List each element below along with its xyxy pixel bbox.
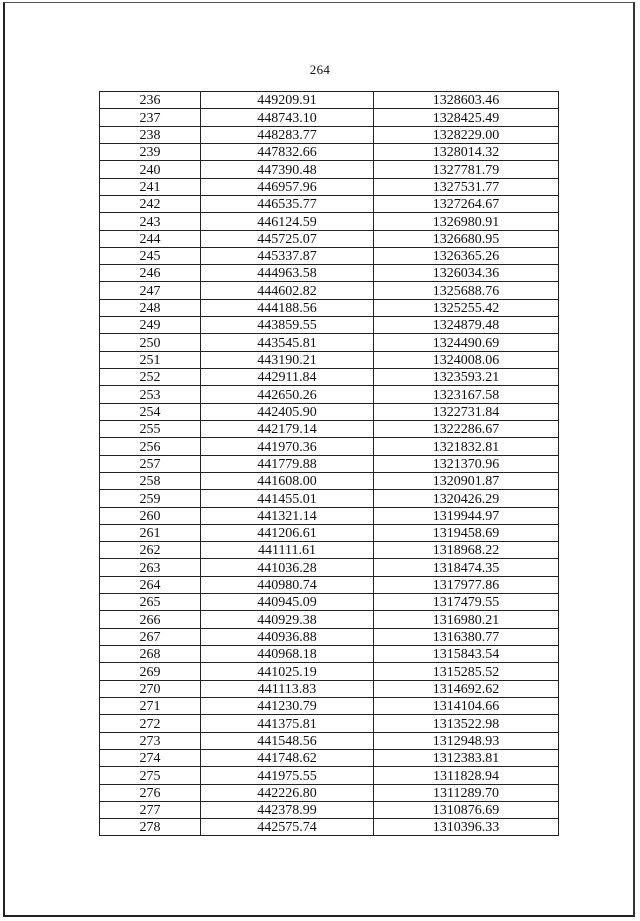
table-row <box>100 178 559 195</box>
table-row <box>100 317 559 334</box>
x-coordinate-cell: 444963.58 <box>201 265 374 282</box>
point-number-cell: 239 <box>100 143 201 160</box>
point-number-cell: 264 <box>100 576 201 593</box>
x-coordinate-cell: 442226.80 <box>201 784 374 801</box>
table-row <box>100 801 559 818</box>
point-number-cell: 256 <box>100 438 201 455</box>
table-row <box>100 697 559 714</box>
point-number-cell: 254 <box>100 403 201 420</box>
x-coordinate-cell: 440980.74 <box>201 576 374 593</box>
x-coordinate-cell: 441748.62 <box>201 749 374 766</box>
point-number-cell: 250 <box>100 334 201 351</box>
y-coordinate-cell: 1325688.76 <box>374 282 559 299</box>
y-coordinate-cell: 1328603.46 <box>374 92 559 109</box>
y-coordinate-cell: 1321370.96 <box>374 455 559 472</box>
y-coordinate-cell: 1326680.95 <box>374 230 559 247</box>
y-coordinate-cell: 1319458.69 <box>374 524 559 541</box>
y-coordinate-cell: 1328229.00 <box>374 126 559 143</box>
table-row <box>100 143 559 160</box>
x-coordinate-cell: 441548.56 <box>201 732 374 749</box>
table-row <box>100 334 559 351</box>
x-coordinate-cell: 442650.26 <box>201 386 374 403</box>
y-coordinate-cell: 1321832.81 <box>374 438 559 455</box>
y-coordinate-cell: 1310396.33 <box>374 819 559 836</box>
x-coordinate-cell: 443190.21 <box>201 351 374 368</box>
y-coordinate-cell: 1319944.97 <box>374 507 559 524</box>
table-row <box>100 472 559 489</box>
point-number-cell: 259 <box>100 490 201 507</box>
table-row <box>100 594 559 611</box>
table-row <box>100 230 559 247</box>
y-coordinate-cell: 1315843.54 <box>374 646 559 663</box>
y-coordinate-cell: 1320901.87 <box>374 472 559 489</box>
point-number-cell: 246 <box>100 265 201 282</box>
point-number-cell: 255 <box>100 420 201 437</box>
y-coordinate-cell: 1322286.67 <box>374 420 559 437</box>
x-coordinate-cell: 440968.18 <box>201 646 374 663</box>
y-coordinate-cell: 1315285.52 <box>374 663 559 680</box>
coordinates-table <box>99 91 559 836</box>
point-number-cell: 258 <box>100 472 201 489</box>
x-coordinate-cell: 442179.14 <box>201 420 374 437</box>
x-coordinate-cell: 441111.61 <box>201 542 374 559</box>
y-coordinate-cell: 1316380.77 <box>374 628 559 645</box>
point-number-cell: 247 <box>100 282 201 299</box>
x-coordinate-cell: 442378.99 <box>201 801 374 818</box>
x-coordinate-cell: 441455.01 <box>201 490 374 507</box>
x-coordinate-cell: 447832.66 <box>201 143 374 160</box>
table-row <box>100 438 559 455</box>
x-coordinate-cell: 441230.79 <box>201 697 374 714</box>
x-coordinate-cell: 441321.14 <box>201 507 374 524</box>
point-number-cell: 278 <box>100 819 201 836</box>
table-row <box>100 715 559 732</box>
y-coordinate-cell: 1327781.79 <box>374 161 559 178</box>
point-number-cell: 249 <box>100 317 201 334</box>
table-row <box>100 282 559 299</box>
point-number-cell: 238 <box>100 126 201 143</box>
x-coordinate-cell: 441113.83 <box>201 680 374 697</box>
point-number-cell: 243 <box>100 213 201 230</box>
x-coordinate-cell: 440929.38 <box>201 611 374 628</box>
table-row <box>100 369 559 386</box>
x-coordinate-cell: 445337.87 <box>201 247 374 264</box>
point-number-cell: 237 <box>100 109 201 126</box>
point-number-cell: 245 <box>100 247 201 264</box>
y-coordinate-cell: 1323167.58 <box>374 386 559 403</box>
point-number-cell: 257 <box>100 455 201 472</box>
y-coordinate-cell: 1327531.77 <box>374 178 559 195</box>
x-coordinate-cell: 445725.07 <box>201 230 374 247</box>
point-number-cell: 269 <box>100 663 201 680</box>
x-coordinate-cell: 442575.74 <box>201 819 374 836</box>
table-row <box>100 628 559 645</box>
y-coordinate-cell: 1312948.93 <box>374 732 559 749</box>
table-row <box>100 455 559 472</box>
table-row <box>100 92 559 109</box>
x-coordinate-cell: 446535.77 <box>201 195 374 212</box>
table-row <box>100 161 559 178</box>
table-row <box>100 109 559 126</box>
y-coordinate-cell: 1326980.91 <box>374 213 559 230</box>
table-row <box>100 732 559 749</box>
x-coordinate-cell: 441975.55 <box>201 767 374 784</box>
table-row <box>100 507 559 524</box>
table-row <box>100 749 559 766</box>
y-coordinate-cell: 1323593.21 <box>374 369 559 386</box>
x-coordinate-cell: 441036.28 <box>201 559 374 576</box>
table-row <box>100 126 559 143</box>
y-coordinate-cell: 1326034.36 <box>374 265 559 282</box>
point-number-cell: 236 <box>100 92 201 109</box>
table-row <box>100 767 559 784</box>
point-number-cell: 274 <box>100 749 201 766</box>
table-row <box>100 680 559 697</box>
y-coordinate-cell: 1317977.86 <box>374 576 559 593</box>
x-coordinate-cell: 441779.88 <box>201 455 374 472</box>
table-row <box>100 819 559 836</box>
x-coordinate-cell: 441970.36 <box>201 438 374 455</box>
y-coordinate-cell: 1318474.35 <box>374 559 559 576</box>
x-coordinate-cell: 441025.19 <box>201 663 374 680</box>
point-number-cell: 244 <box>100 230 201 247</box>
point-number-cell: 265 <box>100 594 201 611</box>
table-row <box>100 576 559 593</box>
point-number-cell: 266 <box>100 611 201 628</box>
table-row <box>100 247 559 264</box>
x-coordinate-cell: 447390.48 <box>201 161 374 178</box>
y-coordinate-cell: 1311289.70 <box>374 784 559 801</box>
y-coordinate-cell: 1311828.94 <box>374 767 559 784</box>
x-coordinate-cell: 442911.84 <box>201 369 374 386</box>
table-row <box>100 784 559 801</box>
y-coordinate-cell: 1314692.62 <box>374 680 559 697</box>
point-number-cell: 268 <box>100 646 201 663</box>
point-number-cell: 267 <box>100 628 201 645</box>
table-row <box>100 542 559 559</box>
point-number-cell: 275 <box>100 767 201 784</box>
y-coordinate-cell: 1313522.98 <box>374 715 559 732</box>
x-coordinate-cell: 444188.56 <box>201 299 374 316</box>
table-row <box>100 403 559 420</box>
table-row <box>100 299 559 316</box>
point-number-cell: 251 <box>100 351 201 368</box>
table-row <box>100 490 559 507</box>
table-row <box>100 646 559 663</box>
x-coordinate-cell: 443545.81 <box>201 334 374 351</box>
point-number-cell: 260 <box>100 507 201 524</box>
x-coordinate-cell: 441206.61 <box>201 524 374 541</box>
point-number-cell: 263 <box>100 559 201 576</box>
page-number: 264 <box>309 62 331 77</box>
y-coordinate-cell: 1316980.21 <box>374 611 559 628</box>
x-coordinate-cell: 443859.55 <box>201 317 374 334</box>
point-number-cell: 241 <box>100 178 201 195</box>
y-coordinate-cell: 1320426.29 <box>374 490 559 507</box>
x-coordinate-cell: 446124.59 <box>201 213 374 230</box>
y-coordinate-cell: 1322731.84 <box>374 403 559 420</box>
x-coordinate-cell: 442405.90 <box>201 403 374 420</box>
point-number-cell: 242 <box>100 195 201 212</box>
point-number-cell: 276 <box>100 784 201 801</box>
table-row <box>100 524 559 541</box>
x-coordinate-cell: 448743.10 <box>201 109 374 126</box>
y-coordinate-cell: 1317479.55 <box>374 594 559 611</box>
y-coordinate-cell: 1312383.81 <box>374 749 559 766</box>
x-coordinate-cell: 446957.96 <box>201 178 374 195</box>
table-row <box>100 559 559 576</box>
y-coordinate-cell: 1328425.49 <box>374 109 559 126</box>
point-number-cell: 271 <box>100 697 201 714</box>
table-row <box>100 663 559 680</box>
point-number-cell: 240 <box>100 161 201 178</box>
point-number-cell: 272 <box>100 715 201 732</box>
y-coordinate-cell: 1324879.48 <box>374 317 559 334</box>
x-coordinate-cell: 444602.82 <box>201 282 374 299</box>
y-coordinate-cell: 1314104.66 <box>374 697 559 714</box>
point-number-cell: 277 <box>100 801 201 818</box>
x-coordinate-cell: 441375.81 <box>201 715 374 732</box>
y-coordinate-cell: 1328014.32 <box>374 143 559 160</box>
point-number-cell: 270 <box>100 680 201 697</box>
point-number-cell: 248 <box>100 299 201 316</box>
point-number-cell: 262 <box>100 542 201 559</box>
y-coordinate-cell: 1324490.69 <box>374 334 559 351</box>
table-row <box>100 195 559 212</box>
table-row <box>100 386 559 403</box>
x-coordinate-cell: 440945.09 <box>201 594 374 611</box>
x-coordinate-cell: 448283.77 <box>201 126 374 143</box>
x-coordinate-cell: 449209.91 <box>201 92 374 109</box>
table-row <box>100 265 559 282</box>
y-coordinate-cell: 1324008.06 <box>374 351 559 368</box>
table-row <box>100 611 559 628</box>
x-coordinate-cell: 441608.00 <box>201 472 374 489</box>
y-coordinate-cell: 1310876.69 <box>374 801 559 818</box>
table-row <box>100 351 559 368</box>
point-number-cell: 253 <box>100 386 201 403</box>
table-row <box>100 213 559 230</box>
point-number-cell: 273 <box>100 732 201 749</box>
table-row <box>100 420 559 437</box>
coordinates-table-body <box>100 92 559 836</box>
point-number-cell: 261 <box>100 524 201 541</box>
x-coordinate-cell: 440936.88 <box>201 628 374 645</box>
y-coordinate-cell: 1325255.42 <box>374 299 559 316</box>
y-coordinate-cell: 1326365.26 <box>374 247 559 264</box>
point-number-cell: 252 <box>100 369 201 386</box>
y-coordinate-cell: 1327264.67 <box>374 195 559 212</box>
y-coordinate-cell: 1318968.22 <box>374 542 559 559</box>
